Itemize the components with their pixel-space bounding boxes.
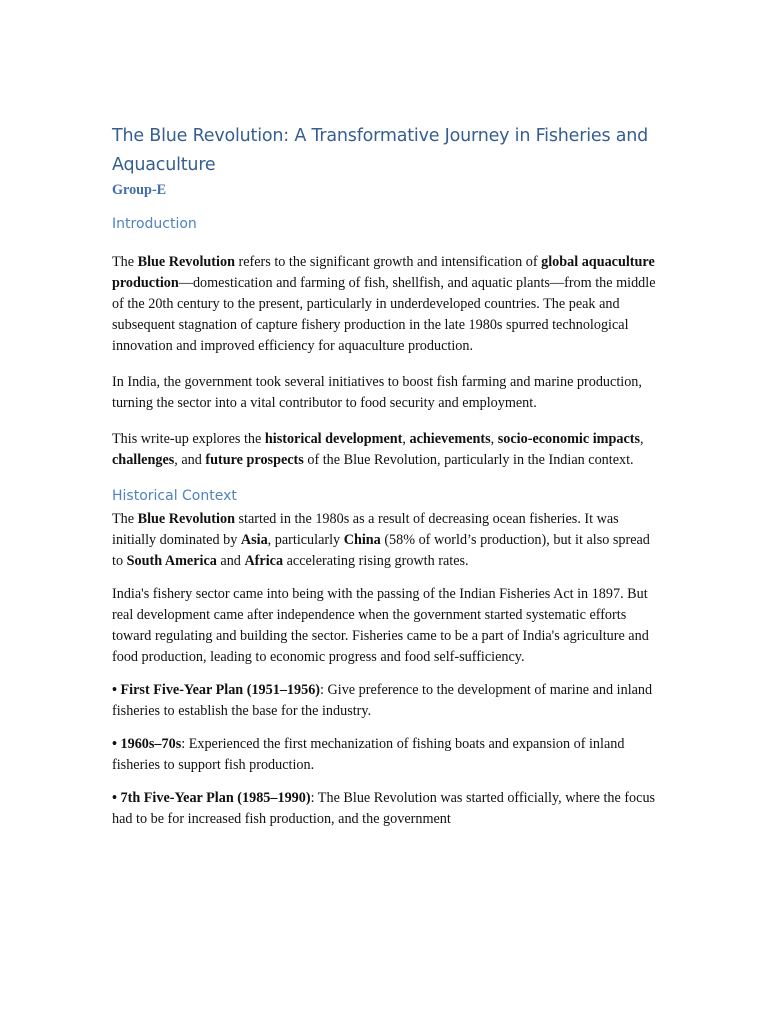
historical-paragraph-2: India's fishery sector came into being with the passing of the Indian Fisheries Act in 1897. But real development came after independence when the government started systematic efforts toward regulating and building the sector. Fisheries came to be a part of India's agriculture and food production, leading to economic progress and food self-sufficiency. xyxy=(112,586,649,665)
text-run: started in the 1980s as a result of decreasing ocean fisheries. It was initially dominated by xyxy=(112,511,619,548)
bullet-item xyxy=(112,734,657,776)
text-run: accelerating rising growth rates. xyxy=(283,553,469,569)
text-run: , xyxy=(490,431,498,447)
document-title-line2: Aquaculture xyxy=(112,155,216,175)
bold-run: Blue Revolution xyxy=(137,254,235,270)
bold-run: socio-economic impacts xyxy=(497,431,641,447)
text-run: —domestication and farming of fish, shellfish, and aquatic plants—from the middle of the 20th century to the present, particularly in underdeveloped countries. The peak and subsequent stagnation of capture fishery production in the late 1980s spurred technological innovation and improved efficiency for aquaculture production. xyxy=(112,275,656,354)
document-title-line1: The Blue Revolution: A Transformative Journey in Fisheries and xyxy=(112,126,649,146)
bold-run: Blue Revolution xyxy=(137,511,235,527)
bold-run: future prospects xyxy=(205,452,304,468)
bold-run: China xyxy=(343,532,381,548)
introduction-paragraph-1 xyxy=(112,252,657,357)
bullet-item xyxy=(112,680,657,722)
introduction-paragraph-2: In India, the government took several initiatives to boost fish farming and marine production, turning the sector into a vital contributor to food security and employment. xyxy=(112,374,642,411)
document-page xyxy=(112,122,657,842)
introduction-heading: Introduction xyxy=(112,216,197,232)
bullet-text: : Give preference to the development of marine and inland fisheries to establish the base for the industry. xyxy=(112,682,653,719)
introduction-paragraph-3 xyxy=(112,429,657,471)
bold-run: South America xyxy=(126,553,217,569)
document-title xyxy=(112,122,657,180)
text-run: and xyxy=(216,553,245,569)
bold-run: achievements xyxy=(409,431,491,447)
bullet-text: : The Blue Revolution was started officially, where the focus had to be for increased fish production, and the government xyxy=(112,790,656,827)
text-run: This write-up explores the xyxy=(112,431,265,447)
text-run: , xyxy=(402,431,410,447)
bold-run: historical development xyxy=(264,431,403,447)
bullet-text: : Experienced the first mechanization of fishing boats and expansion of inland fisheries to support fish production. xyxy=(112,736,625,773)
bullet-lead: • 1960s–70s xyxy=(112,736,182,752)
group-label: Group-E xyxy=(112,182,167,198)
text-run: , xyxy=(640,431,644,447)
text-run: The xyxy=(112,254,138,270)
text-run: refers to the significant growth and intensification of xyxy=(234,254,542,270)
text-run: of the Blue Revolution, particularly in the Indian context. xyxy=(303,452,634,468)
historical-context-heading: Historical Context xyxy=(112,488,237,504)
bullet-lead: • First Five-Year Plan (1951–1956) xyxy=(112,682,321,698)
text-run: , and xyxy=(174,452,206,468)
bullet-item xyxy=(112,788,657,830)
text-run: (58% of world’s production), but it also spread to xyxy=(112,532,650,569)
bullet-lead: • 7th Five-Year Plan (1985–1990) xyxy=(112,790,311,806)
bold-run: Asia xyxy=(240,532,268,548)
historical-paragraph-1 xyxy=(112,509,657,572)
bold-run: challenges xyxy=(112,452,175,468)
bold-run: Africa xyxy=(244,553,284,569)
bold-run: global aquaculture production xyxy=(112,254,655,291)
text-run: , particularly xyxy=(267,532,344,548)
text-run: The xyxy=(112,511,138,527)
